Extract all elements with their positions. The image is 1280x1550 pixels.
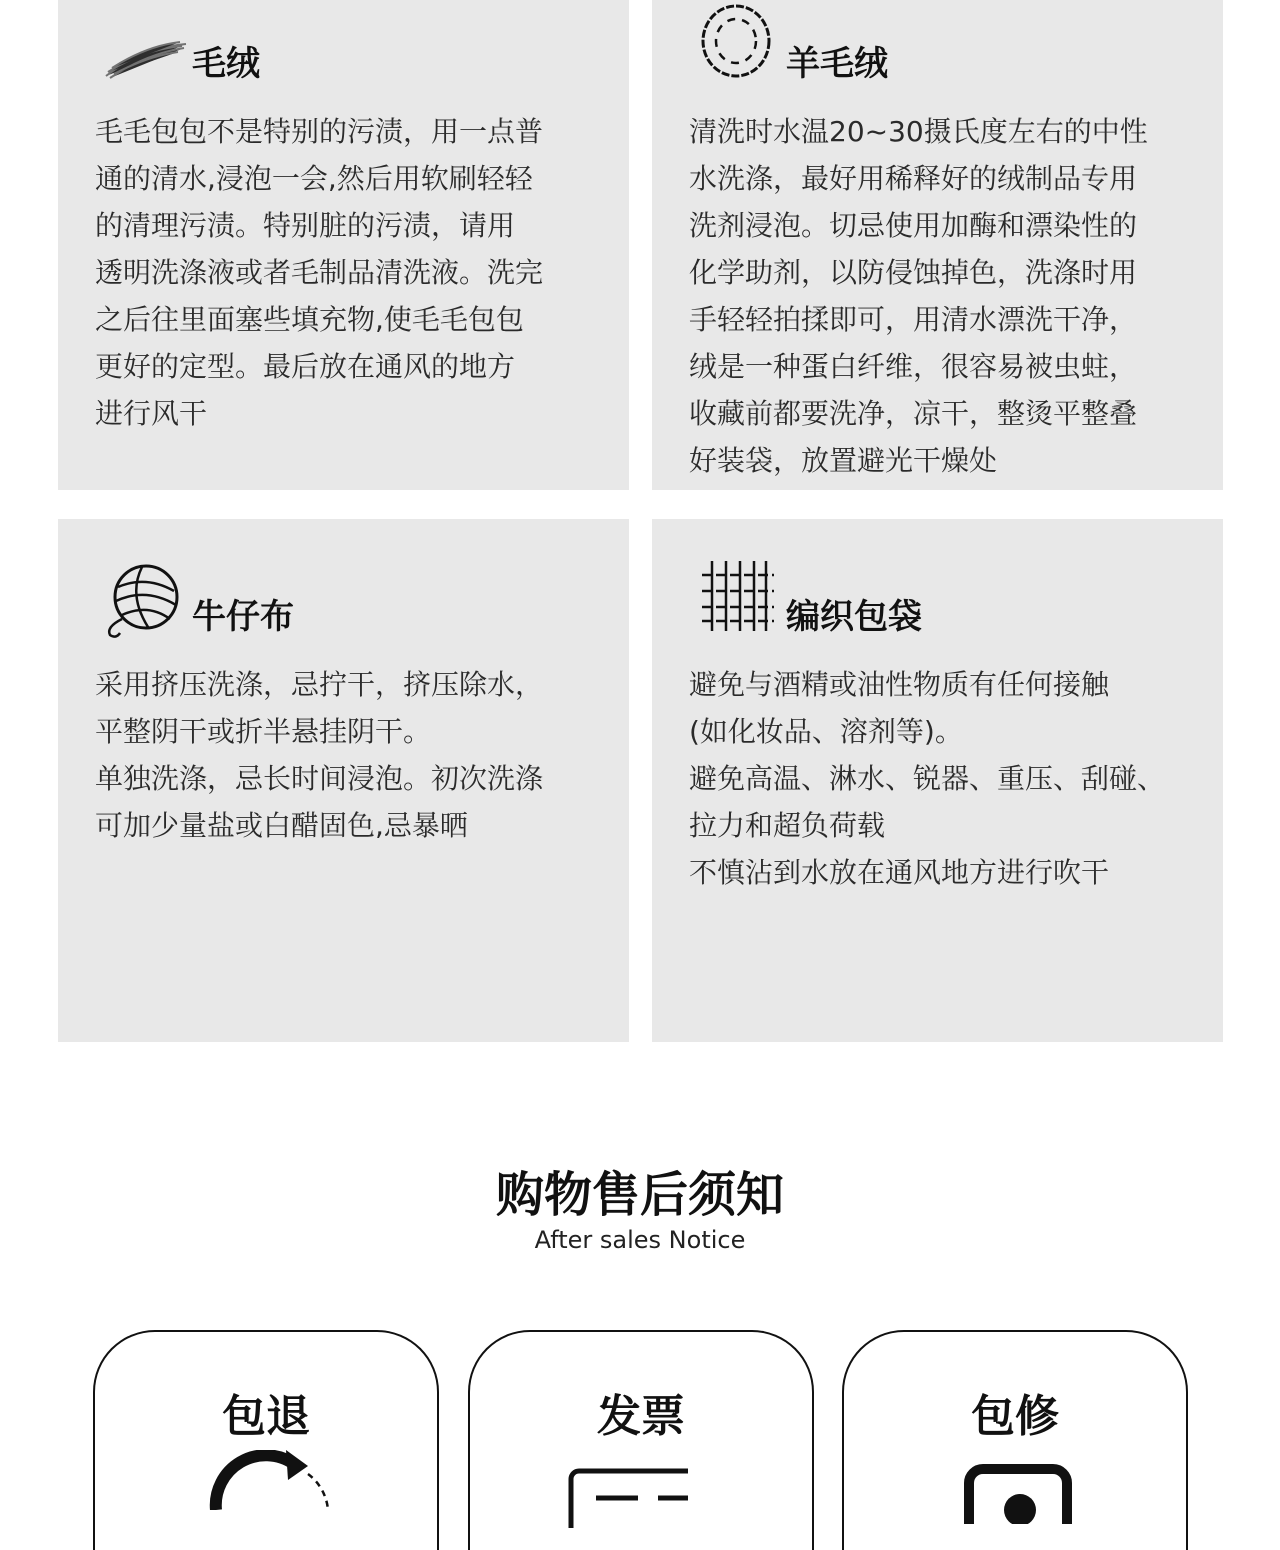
service-card-repair: [842, 1330, 1188, 1550]
notice-subtitle: After sales Notice: [534, 1226, 746, 1254]
wool-cloud-icon: [698, 2, 778, 80]
service-card-return: [93, 1330, 439, 1550]
care-card-text: 避免与酒精或油性物质有任何接触 (如化妆品、溶剂等)。 避免高温、淋水、锐器、重压、刮碰、 拉力和超负荷载 不慎沾到水放在通风地方进行吹干: [689, 668, 1166, 889]
care-card-title: 毛绒: [192, 44, 260, 84]
care-card-plush: [58, 0, 629, 490]
service-title: 发票: [597, 1391, 685, 1442]
invoice-icon: [568, 1468, 688, 1528]
care-card-text: 毛毛包包不是特别的污渍，用一点普 通的清水,浸泡一会,然后用软刷轻轻 的清理污渍。特别脏的污渍，请用 透明洗涤液或者毛制品清洗液。洗完 之后往里面塞些填充物,使毛毛包包 更好的定型。最后放在通风的地方 进行风干: [95, 115, 544, 430]
notice-title: 购物售后须知: [495, 1167, 784, 1223]
care-card-text: 清洗时水温20~30摄氏度左右的中性 水洗涤，最好用稀释好的绒制品专用 洗剂浸泡。切忌使用加酶和漂染性的 化学助剂，以防侵蚀掉色，洗涤时用 手轻轻拍揉即可，用清水漂洗干净， 绒是一种蛋白纤维，很容易被虫蛀， 收藏前都要洗净，凉干，整烫平整叠 好装袋，放置避光干燥处: [689, 115, 1148, 477]
care-card-denim: [58, 519, 629, 1042]
service-title: 包修: [971, 1391, 1059, 1442]
repair-icon: [964, 1464, 1084, 1524]
service-card-invoice: [468, 1330, 814, 1550]
return-arrow-icon: [208, 1450, 338, 1510]
care-card-title: 羊毛绒: [786, 44, 888, 84]
care-card-text: 采用挤压洗涤，忌拧干，挤压除水， 平整阴干或折半悬挂阴干。 单独洗涤，忌长时间浸泡。初次洗涤 可加少量盐或白醋固色,忌暴晒: [95, 668, 544, 842]
care-card-wool: [652, 0, 1223, 490]
service-title: 包退: [222, 1391, 310, 1442]
weave-icon: [700, 559, 776, 633]
yarn-ball-icon: [102, 561, 182, 641]
care-card-title: 编织包袋: [786, 597, 922, 637]
care-card-title: 牛仔布: [192, 597, 294, 637]
plush-brush-icon: [102, 38, 192, 80]
care-card-woven: [652, 519, 1223, 1042]
